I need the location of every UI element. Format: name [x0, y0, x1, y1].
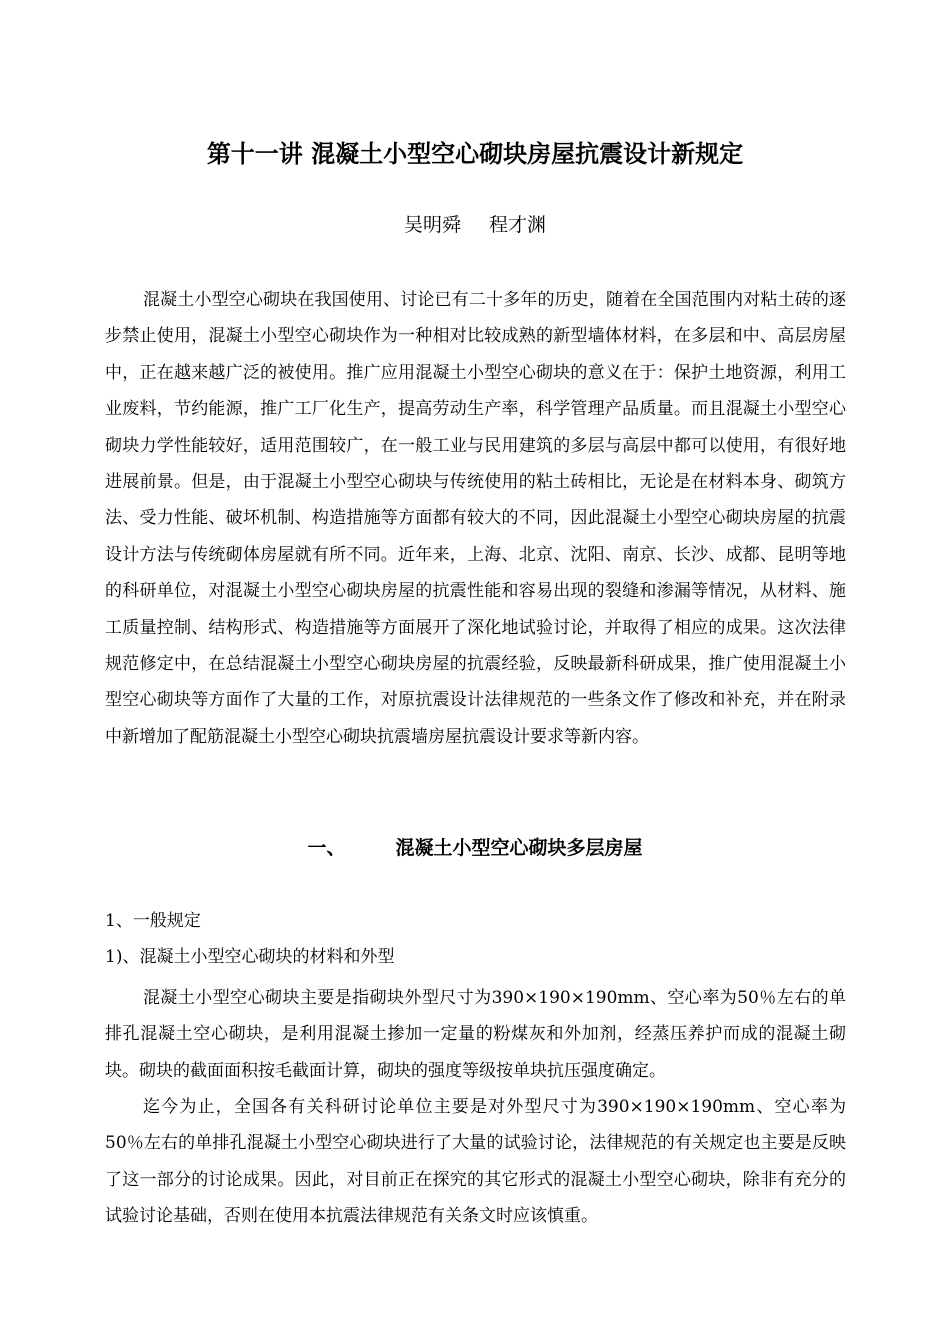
intro-paragraph: 混凝土小型空心砌块在我国使用、讨论已有二十多年的历史，随着在全国范围内对粘土砖的逐步禁止使用，混凝土小型空心砌块作为一种相对比较成熟的新型墙体材料，在多层和中、高层房屋中，正在越来越广泛的被使用。推广应用混凝土小型空心砌块的意义在于：保护土地资源，利用工业废料，节约能源，推广工厂化生产，提高劳动生产率，科学管理产品质量。而且混凝土小型空心砌块力学性能较好，适用范围较广，在一般工业与民用建筑的多层与高层中都可以使用，有很好地进展前景。但是，由于混凝土小型空心砌块与传统使用的粘土砖相比，无论是在材料本身、砌筑方法、受力性能、破坏机制、构造措施等方面都有较大的不同，因此混凝土小型空心砌块房屋的抗震设计方法与传统砌体房屋就有所不同。近年来，上海、北京、沈阳、南京、长沙、成都、昆明等地的科研单位，对混凝土小型空心砌块房屋的抗震性能和容易出现的裂缝和渗漏等情况，从材料、施工质量控制、结构形式、构造措施等方面展开了深化地试验讨论，并取得了相应的成果。这次法律规范修定中，在总结混凝土小型空心砌块房屋的抗震经验，反映最新科研成果，推广使用混凝土小型空心砌块等方面作了大量的工作，对原抗震设计法律规范的一些条文作了修改和补充，并在附录中新增加了配筋混凝土小型空心砌块抗震墙房屋抗震设计要求等新内容。 [105, 290, 846, 747]
document-title: 第十一讲 混凝土小型空心砌块房屋抗震设计新规定 [206, 140, 744, 168]
subsection-heading: 1、一般规定 [105, 911, 201, 931]
section-heading [0, 832, 950, 864]
sub-subsection-heading: 1)、混凝土小型空心砌块的材料和外型 [105, 947, 395, 967]
section-number: 一、 [307, 837, 346, 859]
document-authors: 吴明舜 程才渊 [403, 214, 547, 236]
body-paragraph-materials: 混凝土小型空心砌块主要是指砌块外型尺寸为390×190×190mm、空心率为50％左右的单排孔混凝土空心砌块，是利用混凝土掺加一定量的粉煤灰和外加剂，经蒸压养护而成的混凝土砌块。砌块的截面面积按毛截面计算，砌块的强度等级按单块抗压强度确定。 [105, 988, 846, 1081]
section-title: 混凝土小型空心砌块多层房屋 [395, 837, 643, 859]
body-paragraph-research: 迄今为止，全国各有关科研讨论单位主要是对外型尺寸为390×190×190mm、空心率为50％左右的单排孔混凝土小型空心砌块进行了大量的试验讨论，法律规范的有关规定也主要是反映了这一部分的讨论成果。因此，对目前正在探究的其它形式的混凝土小型空心砌块，除非有充分的试验讨论基础，否则在使用本抗震法律规范有关条文时应该慎重。 [105, 1097, 846, 1227]
